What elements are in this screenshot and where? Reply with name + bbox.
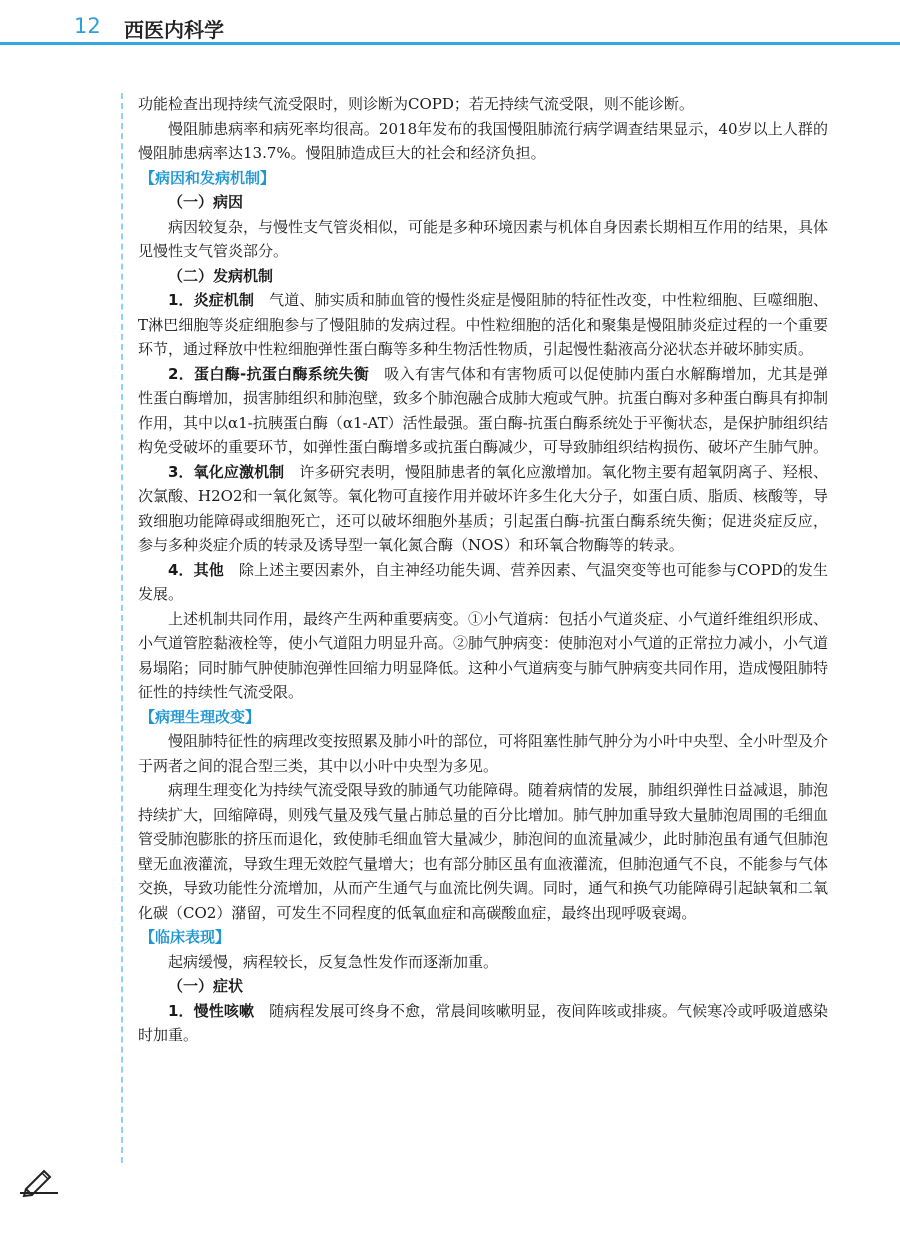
header-rule — [0, 42, 900, 45]
page-number: 12 — [74, 14, 101, 38]
lead-term: 1．炎症机制 — [168, 291, 255, 309]
page-header — [0, 0, 900, 70]
lead-term: 3．氧化应激机制 — [168, 462, 285, 481]
paragraph: 病理生理变化为持续气流受限导致的肺通气功能障碍。随着病情的发展，肺组织弹性日益减退，肺泡持续扩大，回缩障碍，则残气量及残气量占肺总量的百分比增加。肺气肿加重导致大量肺泡周围的毛细血管受肺泡膨胀的挤压而退化，致使肺毛细血管大量减少，肺泡间的血流量减少，此时肺泡虽有通气但肺泡壁无血液灌流，导致生理无效腔气量增大；也有部分肺区虽有血液灌流，但肺泡通气不良，不能参与气体交换，导致功能性分流增加，从而产生通气与血流比例失调。同时，通气和换气功能障碍引起缺氧和二氧化碳（CO2）潴留，可发生不同程度的低氧血症和高碳酸血症，最终出现呼吸衰竭。 — [138, 781, 829, 922]
paragraph-oxidative — [138, 460, 828, 558]
paragraph-text: 除上述主要因素外，自主神经功能失调、营养因素、气温突变等也可能参与COPD的发生发展。 — [138, 560, 828, 603]
paragraph: 慢阻肺特征性的病理改变按照累及肺小叶的部位，可将阻塞性肺气肿分为小叶中央型、全小叶型及介于两者之间的混合型三类，其中以小叶中央型为多见。 — [138, 732, 829, 775]
paragraph: 起病缓慢，病程较长，反复急性发作而逐渐加重。 — [168, 952, 499, 971]
paragraph: 病因较复杂，与慢性支气管炎相似，可能是多种环境因素与机体自身因素长期相互作用的结果，具体见慢性支气管炎部分。 — [138, 217, 829, 260]
margin-dashed-line — [121, 93, 123, 1163]
book-title: 西医内科学 — [124, 18, 224, 42]
page-body — [138, 92, 828, 1048]
paragraph-protease — [138, 362, 828, 460]
paragraph-text: 吸入有害气体和有害物质可以促使肺内蛋白水解酶增加，尤其是弹性蛋白酶增加，损害肺组织和肺泡壁，致多个肺泡融合成肺大疱或气肿。抗蛋白酶对多种蛋白酶具有抑制作用，其中以α1-抗胰蛋白酶（α1-AT）活性最强。蛋白酶-抗蛋白酶系统处于平衡状态，是保护肺组织结构免受破坏的重要环节，如弹性蛋白酶增多或抗蛋白酶减少，可导致肺组织结构损伤、破坏产生肺气肿。 — [138, 364, 829, 456]
section-heading-clinical: 【临床表现】 — [140, 928, 231, 946]
paragraph: 慢阻肺患病率和病死率均很高。2018年发布的我国慢阻肺流行病学调查结果显示，40岁以上人群的慢阻肺患病率达13.7%。慢阻肺造成巨大的社会和经济负担。 — [138, 119, 828, 162]
lead-term: 4．其他 — [168, 560, 224, 579]
lead-term: 1．慢性咳嗽 — [168, 1001, 255, 1020]
paragraph-cough — [138, 999, 828, 1048]
section-heading-etiology: 【病因和发病机制】 — [140, 168, 276, 187]
sub-heading-symptoms: （一）症状 — [168, 977, 244, 995]
sub-heading-mechanism: （二）发病机制 — [168, 266, 274, 285]
paragraph: 上述机制共同作用，最终产生两种重要病变。①小气道病：包括小气道炎症、小气道纤维组织形成、小气道管腔黏液栓等，使小气道阻力明显升高。②肺气肿病变：使肺泡对小气道的正常拉力减小，小气道易塌陷；同时肺气肿使肺泡弹性回缩力明显降低。这种小气道病变与肺气肿病变共同作用，造成慢阻肺特征性的持续性气流受限。 — [138, 609, 829, 701]
pen-writing-icon — [18, 1163, 62, 1199]
sub-heading-cause: （一）病因 — [168, 193, 244, 211]
paragraph-inflammation — [138, 288, 828, 362]
paragraph-continued: 功能检查出现持续气流受限时，则诊断为COPD；若无持续气流受限，则不能诊断。 — [138, 95, 694, 113]
section-heading-pathophysiology: 【病理生理改变】 — [140, 707, 261, 726]
lead-term: 2．蛋白酶-抗蛋白酶系统失衡 — [168, 364, 369, 383]
paragraph-text: 气道、肺实质和肺血管的慢性炎症是慢阻肺的特征性改变，中性粒细胞、巨噬细胞、T淋巴细胞等炎症细胞参与了慢阻肺的发病过程。中性粒细胞的活化和聚集是慢阻肺炎症过程的一个重要环节，通过释放中性粒细胞弹性蛋白酶等多种生物活性物质，引起慢性黏液高分泌状态并破坏肺实质。 — [138, 291, 828, 358]
paragraph-text: 许多研究表明，慢阻肺患者的氧化应激增加。氧化物主要有超氧阴离子、羟根、次氯酸、H2O2和一氧化氮等。氧化物可直接作用并破坏许多生化大分子，如蛋白质、脂质、核酸等，导致细胞功能障碍或细胞死亡，还可以破坏细胞外基质；引起蛋白酶-抗蛋白酶系统失衡；促进炎症反应，参与多种炎症介质的转录及诱导型一氧化氮合酶（NOS）和环氧合物酶等的转录。 — [138, 462, 828, 554]
paragraph-other — [138, 558, 828, 607]
paragraph-text: 随病程发展可终身不愈，常晨间咳嗽明显，夜间阵咳或排痰。气候寒冷或呼吸道感染时加重。 — [138, 1001, 828, 1044]
